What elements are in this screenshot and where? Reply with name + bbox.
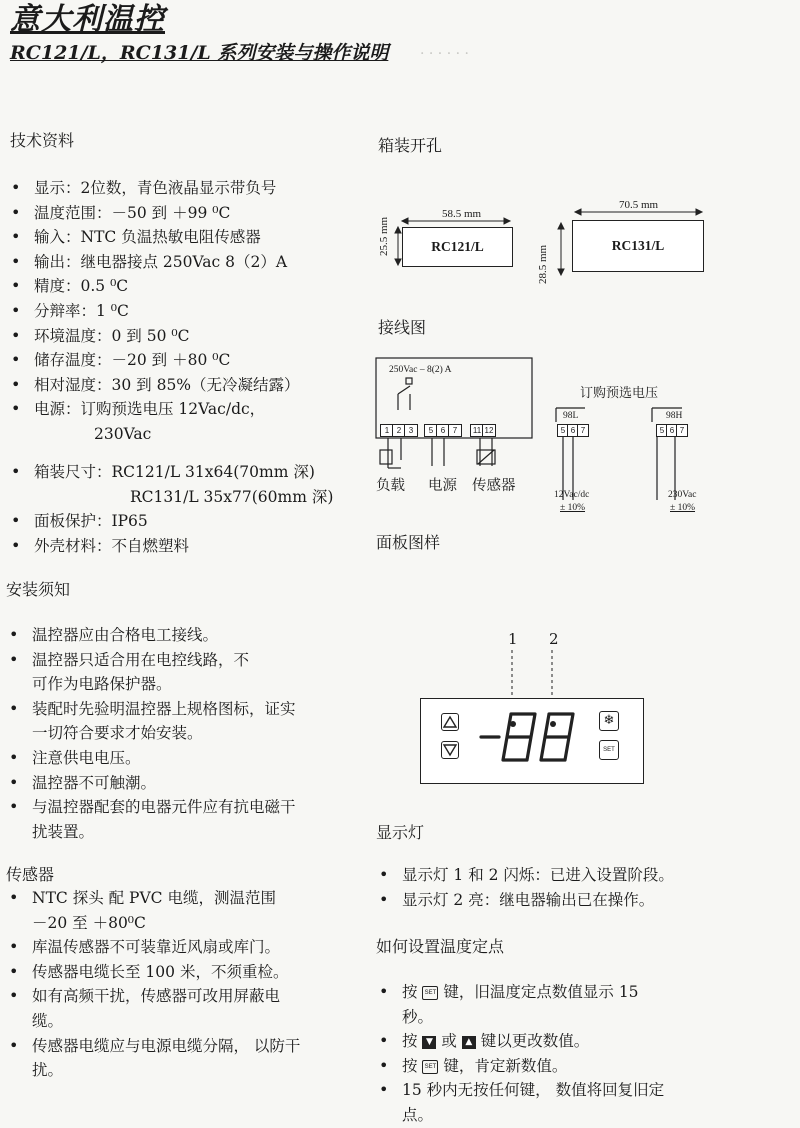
up-key-icon: ▲ (462, 1036, 476, 1049)
tech-item: • 温度范围：－50 到 ＋99 ⁰C (8, 201, 368, 226)
lights-item: • 显示灯 1 和 2 闪烁：已进入设置阶段。 (376, 863, 796, 888)
rc121-cutout-box: RC121/L (402, 227, 513, 267)
terminal: 3 (404, 424, 418, 437)
marker-1: 1 (508, 630, 518, 648)
label-power: 电源 (428, 478, 457, 494)
lights-list (376, 863, 796, 912)
size-line2: RC131/L 35x77(60mm 深) (130, 487, 334, 506)
tech-item: • 相对湿度：30 到 85%（无冷凝结露） (8, 373, 368, 398)
sensor-list (6, 886, 361, 1083)
cutout-heading: 箱装开孔 (378, 136, 443, 155)
setpoint-list (376, 980, 706, 1128)
terminal: 5 (424, 424, 438, 437)
marker-2: 2 (549, 630, 559, 648)
install-heading: 安装须知 (6, 580, 71, 599)
terminal: 7 (577, 424, 589, 437)
terminal: 7 (676, 424, 688, 437)
indicator-2 (550, 721, 556, 727)
terminal: 6 (567, 424, 579, 437)
install-item: • 温控器不可触潮。 (6, 771, 356, 796)
set-key-icon: SET (422, 986, 438, 1000)
tech-item: • 显示：2位数，青色液晶显示带负号 (8, 176, 368, 201)
controller-panel (420, 698, 644, 784)
tech-item: • 面板保护：IP65 (8, 509, 368, 534)
setpoint-step: • 按 SET 键，旧温度定点数值显示 15 秒。 (376, 980, 706, 1029)
bleed-text: · · · · · · (420, 46, 469, 62)
setpoint-heading: 如何设置温度定点 (376, 937, 505, 956)
install-item: • 与温控器配套的电器元件应有抗电磁干 扰装置。 (6, 795, 356, 844)
label-load: 负载 (376, 478, 405, 494)
up-key[interactable] (441, 713, 459, 731)
sensor-item: • 如有高频干扰，传感器可改用屏蔽电 缆。 (6, 984, 361, 1033)
page-subtitle: RC121/L，RC131/L 系列安装与操作说明 (10, 42, 389, 64)
size-line1: • 箱装尺寸：RC121/L 31x64(70mm 深) (34, 463, 315, 481)
tech-item (8, 397, 368, 446)
lights-heading: 显示灯 (376, 823, 425, 842)
indicator-1 (510, 721, 516, 727)
v98L-spec: 12Vac/dc (554, 490, 590, 500)
panel-heading: 面板图样 (376, 533, 441, 552)
setpoint-step: • 按 ▼ 或 ▲ 键以更改数值。 (376, 1029, 706, 1054)
v98H-label: 98H (666, 411, 683, 421)
voltage-title: 订购预选电压 (580, 386, 659, 401)
rc121-height: 25.5 mm (378, 216, 390, 256)
sensor-item: • NTC 探头 配 PVC 电缆，测温范围 －20 至 ＋80⁰C (6, 886, 361, 935)
tech-list (8, 176, 368, 447)
wiring-heading: 接线图 (378, 318, 427, 337)
tech-item: • 环境温度：0 到 50 ⁰C (8, 324, 368, 349)
down-arrow-icon (442, 742, 458, 758)
seven-segment-digits (477, 710, 585, 764)
setpoint-step: • 按 SET 键，肯定新数值。 (376, 1054, 706, 1079)
page-title: 意大利温控 (10, 2, 165, 37)
install-item: • 注意供电电压。 (6, 746, 356, 771)
v98L-tol: ± 10% (560, 503, 586, 513)
defrost-key[interactable] (599, 711, 619, 731)
rc131-height: 28.5 mm (537, 244, 549, 284)
v98H-tol: ± 10% (670, 503, 696, 513)
lcd-display (477, 710, 585, 764)
rc121-width: 58.5 mm (442, 208, 482, 220)
lights-item: • 显示灯 2 亮：继电器输出已在操作。 (376, 888, 796, 913)
relay-rating: 250Vac – 8(2) A (389, 365, 452, 375)
install-item: • 温控器只适合用在电控线路，不 可作为电路保护器。 (6, 648, 356, 697)
tech-item: • 输入：NTC 负温热敏电阻传感器 (8, 225, 368, 250)
terminal: 6 (666, 424, 678, 437)
tech-item: • 输出：继电器接点 250Vac 8（2）A (8, 250, 368, 275)
install-list (6, 623, 356, 844)
down-key-icon: ▼ (422, 1036, 436, 1049)
label-sensor: 传感器 (472, 478, 516, 494)
terminal: 2 (392, 424, 406, 437)
setpoint-step: • 15 秒内无按任何键， 数值将回复旧定 点。 (376, 1078, 706, 1127)
sensor-item: • 传感器电缆长至 100 米，不须重检。 (6, 960, 361, 985)
terminal: 12 (482, 424, 496, 437)
terminal: 11 (470, 424, 484, 437)
sensor-item: • 传感器电缆应与电源电缆分隔， 以防干 扰。 (6, 1034, 361, 1083)
terminal: 5 (557, 424, 569, 437)
install-item: • 温控器应由合格电工接线。 (6, 623, 356, 648)
v98L-label: 98L (563, 411, 579, 421)
sensor-heading: 传感器 (6, 865, 55, 884)
tech-item: • 分辩率：1 ⁰C (8, 299, 368, 324)
tech-list-2 (8, 460, 368, 558)
power-line1: • 电源：订购预选电压 12Vac/dc， (34, 400, 266, 419)
v98H-spec: 230Vac (668, 490, 697, 500)
set-key[interactable]: SET (599, 740, 619, 760)
tech-item: • 储存温度：－20 到 ＋80 ⁰C (8, 348, 368, 373)
up-arrow-icon (442, 714, 458, 730)
tech-item: • 外壳材料：不自燃塑料 (8, 534, 368, 559)
tech-item: • 精度：0.5 ⁰C (8, 274, 368, 299)
power-line2: 230Vac (94, 424, 152, 443)
sensor-item: • 库温传感器不可装靠近风扇或库门。 (6, 935, 361, 960)
terminal: 1 (380, 424, 394, 437)
snowflake-icon: ❄ (603, 713, 615, 728)
tech-heading: 技术资料 (10, 131, 75, 150)
rc131-cutout-box: RC131/L (572, 220, 704, 272)
tech-item (8, 460, 368, 509)
terminal: 5 (656, 424, 668, 437)
rc131-width: 70.5 mm (619, 199, 659, 211)
terminal: 7 (448, 424, 462, 437)
down-key[interactable] (441, 741, 459, 759)
terminal: 6 (436, 424, 450, 437)
set-key-icon: SET (422, 1060, 438, 1074)
install-item: • 装配时先验明温控器上规格图标，证实 一切符合要求才始安装。 (6, 697, 356, 746)
